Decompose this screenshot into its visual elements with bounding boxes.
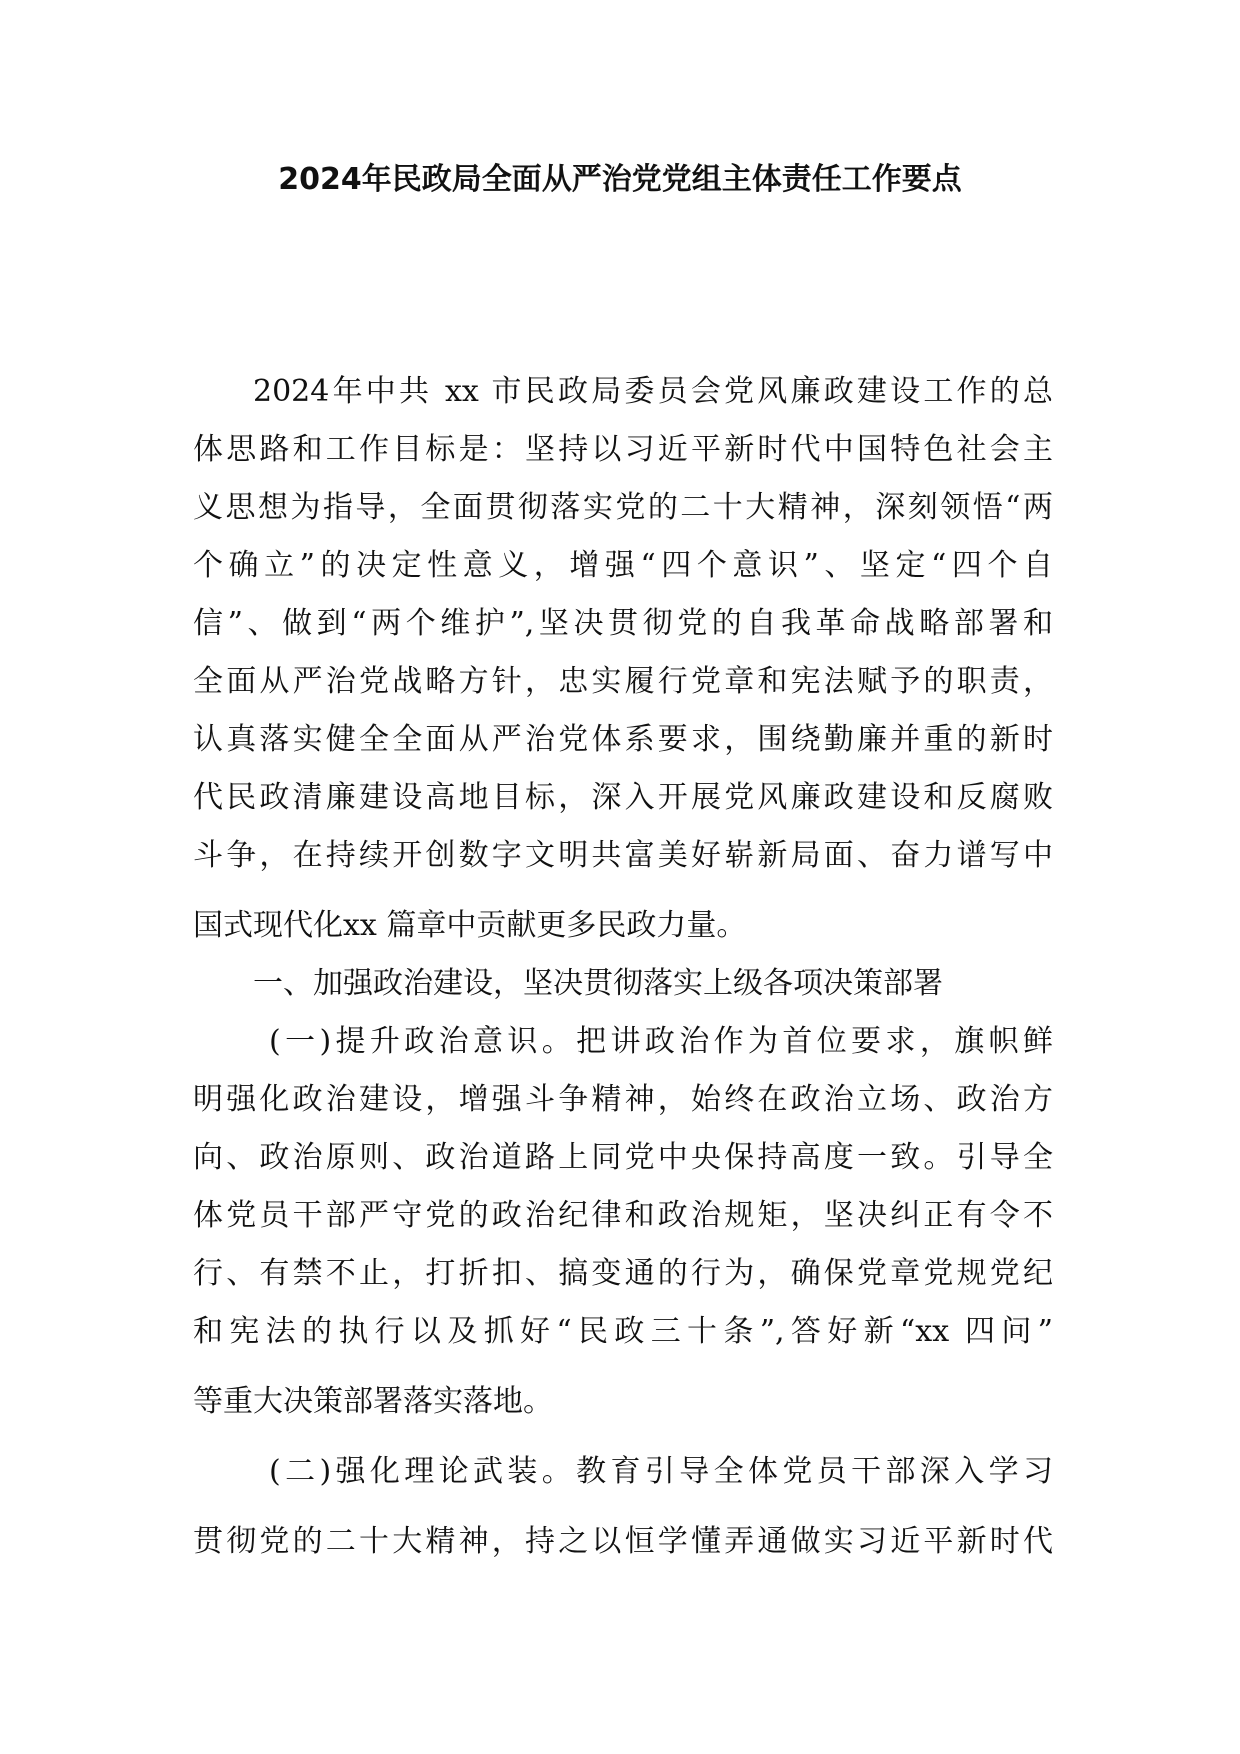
section-heading: 一、加强政治建设，坚决贯彻落实上级各项决策部署: [253, 966, 943, 1001]
paragraph-line: 认真落实健全全面从严治党体系要求，围绕勤廉并重的新时: [193, 722, 1053, 757]
paragraph-line: 行、有禁不止，打折扣、搞变通的行为，确保党章党规党纪: [193, 1256, 1053, 1291]
paragraph-line: 国式现代化xx 篇章中贡献更多民政力量。: [193, 908, 747, 943]
document-body: [193, 363, 1053, 1571]
paragraph-line: 全面从严治党战略方针，忠实履行党章和宪法赋予的职责，: [193, 664, 1053, 699]
paragraph-line: 体思路和工作目标是：坚持以习近平新时代中国特色社会主: [193, 432, 1053, 467]
subsection-line: (二)强化理论武装。教育引导全体党员干部深入学习: [269, 1454, 1053, 1489]
paragraph-line: 向、政治原则、政治道路上同党中央保持高度一致。引导全: [193, 1140, 1053, 1175]
paragraph-line: 明强化政治建设，增强斗争精神，始终在政治立场、政治方: [193, 1082, 1053, 1117]
paragraph-line: 贯彻党的二十大精神，持之以恒学懂弄通做实习近平新时代: [193, 1524, 1053, 1559]
paragraph-line: 斗争，在持续开创数字文明共富美好崭新局面、奋力谱写中: [193, 838, 1053, 873]
paragraph-line: 信”、做到“两个维护”,坚决贯彻党的自我革命战略部署和: [193, 606, 1053, 641]
paragraph-line: 义思想为指导，全面贯彻落实党的二十大精神，深刻领悟“两: [193, 490, 1053, 525]
paragraph-line: 体党员干部严守党的政治纪律和政治规矩，坚决纠正有令不: [193, 1198, 1053, 1233]
paragraph-line: 代民政清廉建设高地目标，深入开展党风廉政建设和反腐败: [193, 780, 1053, 815]
paragraph-line: 2024年中共 xx 市民政局委员会党风廉政建设工作的总: [253, 374, 1053, 409]
document-title: 2024年民政局全面从严治党党组主体责任工作要点: [278, 162, 962, 197]
paragraph-line: 和宪法的执行以及抓好“民政三十条”,答好新“xx 四问”: [193, 1314, 1053, 1349]
paragraph-line: 等重大决策部署落实落地。: [193, 1384, 553, 1419]
subsection-line: (一)提升政治意识。把讲政治作为首位要求，旗帜鲜: [269, 1024, 1053, 1059]
paragraph-line: 个确立”的决定性意义，增强“四个意识”、坚定“四个自: [193, 548, 1053, 583]
